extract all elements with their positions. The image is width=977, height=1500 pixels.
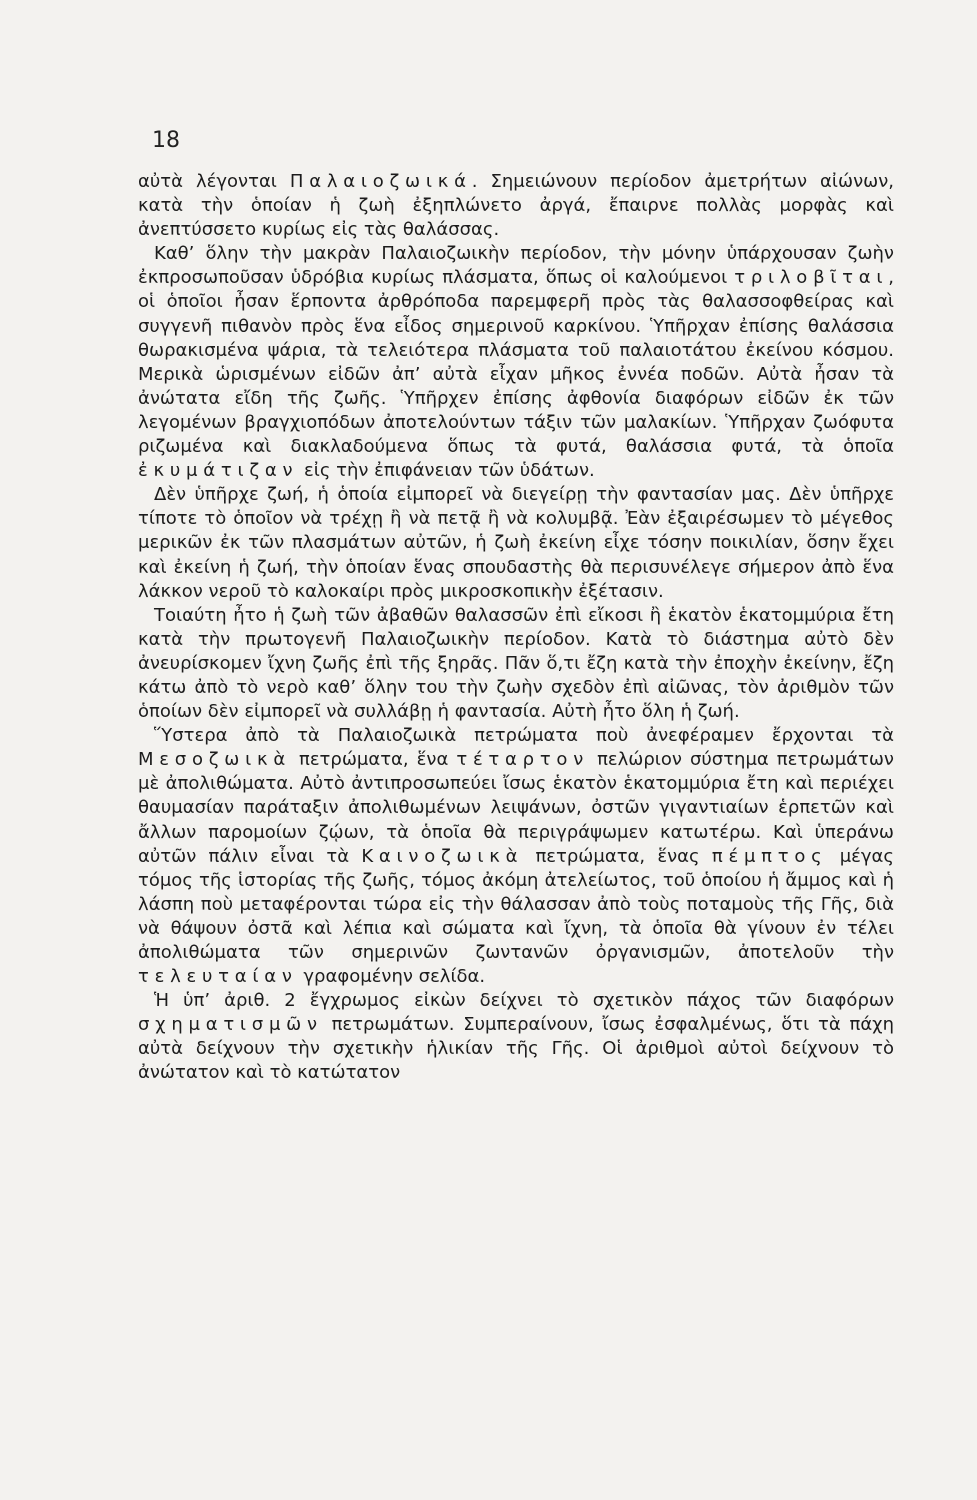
spaced-emphasis: ἐκυμάτιζαν	[138, 460, 299, 482]
paragraph	[138, 170, 894, 242]
text-run: Καθ’ ὅλην τὴν μακρὰν Παλαιοζωικὴν περίοδον, τὴν μόνην ὑπάρχουσαν ζωὴν ἐκπροσωποῦσαν ὑδρόβια κυρίως πλάσματα, ὅπως οἱ καλούμενοι	[138, 243, 894, 289]
body-text	[138, 170, 894, 1086]
paragraph	[138, 989, 894, 1085]
text-run: γραφομένην σελίδα.	[297, 966, 486, 988]
spaced-emphasis: Μεσοζωικὰ	[138, 749, 291, 771]
text-run: Ἡ ὑπ’ ἀριθ. 2 ἔγχρωμος εἰκὼν δείχνει τὸ σχετικὸν πάχος τῶν διαφόρων	[154, 990, 894, 1012]
text-run: αὐτὰ λέγονται	[138, 171, 290, 192]
text-run: Τοιαύτη ἦτο ἡ ζωὴ τῶν ἀβαθῶν θαλασσῶν ἐπὶ εἴκοσι ἢ ἑκατὸν ἑκατομμύρια ἔτη κατὰ τὴν πρωτογενῆ Παλαιοζωικὴν περίοδον. Κατὰ τὸ διάστημα αὐτὸ δὲν ἀνευρίσκομεν ἴχνη ζωῆς ἐπὶ τῆς ξηρᾶς. Πᾶν ὅ,τι ἔζη κατὰ τὴν ἐποχὴν ἐκείνην, ἔζη κάτω ἀπὸ τὸ νερὸ καθ’ ὅλην του τὴν ζωὴν σχεδὸν ἐπὶ αἰῶνας, τὸν ἀριθμὸν τῶν ὁποίων δὲν εἰμπορεῖ νὰ συλλάβῃ ἡ φαντασία. Αὐτὴ ἦτο ὅλη ἡ ζωή.	[138, 604, 894, 723]
spaced-emphasis: τέταρτον	[456, 749, 590, 771]
text-run: . Σημειώνουν περίοδον ἀμετρήτων αἰώνων, κατὰ τὴν ὁποίαν ἡ ζωὴ ἐξηπλώνετο ἀργά, ἔπαιρνε πολλὰς μορφὰς καὶ ἀνεπτύσσετο κυρίως εἰς τὰς θαλάσσας.	[138, 171, 894, 241]
paragraph	[138, 724, 894, 989]
text-run: πετρώματα, ἕνα	[290, 749, 457, 771]
text-run: Δὲν ὑπῆρχε ζωή, ἡ ὁποία εἰμπορεῖ νὰ διεγείρῃ τὴν φαντασίαν μας. Δὲν ὑπῆρχε τίποτε τὸ ὁποῖον νὰ τρέχῃ ἢ νὰ πετᾷ ἢ νὰ κολυμβᾷ. Ἐὰν ἐξαιρέσωμεν τὸ μέγεθος μερικῶν ἐκ τῶν πλασμάτων αὐτῶν, ἡ ζωὴ ἐκείνη εἶχε τόσην ποικιλίαν, ὅσην ἔχει καὶ ἐκείνη ἡ ζωή, τὴν ὁποίαν ἕνας σπουδαστὴς θὰ περισυνέλεγε σήμερον ἀπὸ ἕνα λάκκον νεροῦ τὸ καλοκαίρι πρὸς μικροσκοπικὴν ἐξέτασιν.	[138, 484, 894, 602]
spaced-emphasis: Παλαιοζωικά	[289, 171, 472, 192]
text-run: πετρωμάτων. Συμπεραίνουν, ἴσως ἐσφαλμένως, ὅτι τὰ πάχη αὐτὰ δείχνουν τὴν σχετικὴν ἡλικίαν τῆς Γῆς. Οἱ ἀριθμοὶ αὐτοὶ δείχνουν τὸ ἀνώτατον καὶ τὸ κατώτατον	[138, 1014, 894, 1084]
text-run: μέγας τόμος τῆς ἱστορίας τῆς ζωῆς, τόμος ἀκόμη ἀτελείωτος, τοῦ ὁποίου ἡ ἄμμος καὶ ἡ λάσπη ποὺ μεταφέρονται τώρα εἰς τὴν θάλασσαν ἀπὸ τοὺς ποταμοὺς τῆς Γῆς, διὰ νὰ θάψουν ὀστᾶ καὶ λέπια καὶ σώματα καὶ ἴχνη, τὰ ὁποῖα θὰ γίνουν ἐν τέλει ἀπολιθώματα τῶν σημερινῶν ζωντανῶν ὀργανισμῶν, ἀποτελοῦν τὴν	[138, 845, 894, 963]
page-number: 18	[152, 128, 180, 153]
text-run: , οἱ ὁποῖοι ἦσαν ἕρποντα ἀρθρόποδα παρεμφερῆ πρὸς τὰς θαλασσοφθείρας καὶ συγγενῆ πιθανὸν πρὸς ἕνα εἶδος σημερινοῦ καρκίνου. Ὑπῆρχαν ἐπίσης θαλάσσια θωρακισμένα ψάρια, τὰ τελειότερα πλάσματα τοῦ παλαιοτάτου ἐκείνου κόσμου. Μερικὰ ὡρισμένων εἰδῶν ἀπ’ αὐτὰ εἶχαν μῆκος ἐννέα ποδῶν. Αὐτὰ ἦσαν τὰ ἀνώτατα εἴδη τῆς ζωῆς. Ὑπῆρχεν ἐπίσης ἀφθονία διαφόρων εἰδῶν ἐκ τῶν λεγομένων βραγχιοπόδων ἀποτελούντων τάξιν τῶν μαλακίων. Ὑπῆρχαν ζωόφυτα ριζωμένα καὶ διακλαδούμενα ὅπως τὰ φυτά, θαλάσσια φυτά, τὰ ὁποῖα	[138, 267, 894, 458]
text-run: πετρώματα, ἕνας	[523, 845, 712, 867]
paragraph	[138, 483, 894, 603]
text-run: Ὕστερα ἀπὸ τὰ Παλαιοζωικὰ πετρώματα ποὺ ἀνεφέραμεν ἔρχονται τὰ	[154, 725, 894, 747]
spaced-emphasis: Καινοζωικὰ	[361, 845, 524, 867]
spaced-emphasis: τελευταίαν	[138, 966, 298, 988]
text-run: εἰς τὴν ἐπιφάνειαν τῶν ὑδάτων.	[298, 460, 595, 482]
spaced-emphasis: πέμπτος	[711, 845, 828, 867]
spaced-emphasis: τριλοβῖται	[734, 267, 889, 289]
paragraph	[138, 242, 894, 483]
spaced-emphasis: σχηματισμῶν	[138, 1014, 323, 1036]
text-run: πελώριον σύστημα πετρωμάτων μὲ ἀπολιθώματα. Αὐτὸ ἀντιπροσωπεύει ἴσως ἑκατὸν ἑκατομμύρια ἔτη καὶ περιέχει θαυμασίαν παράταξιν ἀπολιθωμένων λειψάνων, ὀστῶν γιγαντιαίων ἑρπετῶν καὶ ἄλλων παρομοίων ζῴων, τὰ ὁποῖα θὰ περιγράψωμεν κατωτέρω. Καὶ ὑπεράνω αὐτῶν πάλιν εἶναι τὰ	[138, 749, 894, 867]
paragraph	[138, 604, 894, 724]
